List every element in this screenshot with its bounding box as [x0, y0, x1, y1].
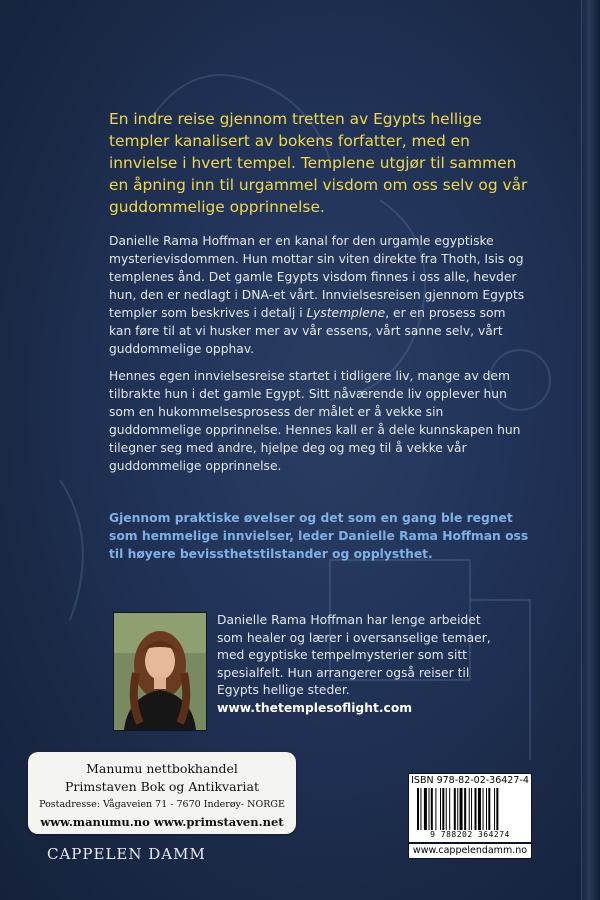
- author-bio: [217, 612, 497, 717]
- publisher-logo: CAPPELEN DAMM: [47, 845, 206, 863]
- sticker-store-name: Manumu nettbokhandel: [86, 761, 238, 776]
- sticker-subtitle: Primstaven Bok og Antikvariat: [64, 779, 259, 794]
- bookstore-sticker: [28, 752, 296, 834]
- author-photo: [113, 612, 207, 731]
- sticker-address: Postadresse: Vågaveien 71 - 7670 Inderøy- NORGE: [39, 799, 285, 810]
- description-paragraph-1-text: Danielle Rama Hoffman er en kanal for den urgamle egyptiske mysterievisdommen. Hun mottar sin viten direkte fra Thoth, Isis og templenes ånd. Det gamle Egypts visdom finnes i oss alle, hevder hun, den er nedlagt i DNA-et vårt. Innvielsesreisen gjennom Egypts templer som beskrives i detalj i: [109, 234, 525, 320]
- back-cover-blurb: En indre reise gjennom tretten av Egypts hellige templer kanalisert av bokens forfatter, med en innvielse i hvert tempel. Templene utgjør til sammen en åpning inn til urgammel visdom om oss selv og vår guddommelige opprinnelse.: [109, 110, 528, 216]
- author-bio-text: Danielle Rama Hoffman har lenge arbeidet som healer og lærer i oversanselige temaer, med egyptiske tempelmysterier som sitt spesialfelt. Hun arrangerer også reiser til Egypts hellige steder.: [217, 613, 491, 697]
- barcode-number: 9 788202 364274: [430, 830, 510, 839]
- description-paragraph-1: [109, 232, 529, 358]
- sticker-websites: www.manumu.no www.primstaven.net: [40, 815, 284, 829]
- description-paragraph-2: Hennes egen innvielsesreise startet i tidligere liv, mange av dem tilbrakte hun i det gamle Egypt. Sitt nåværende liv opplever hun som en hukommelsesprosess der målet er å vekke sin guddommelige opprinnelse. Hennes kall er å dele kunnskapen hun tilegner seg med andre, hjelpe deg og meg til å vekke vår guddommelige opprinnelse.: [109, 369, 521, 473]
- publisher-website: www.cappelendamm.no: [408, 843, 532, 859]
- description-paragraph-1-end: , er en prosess som kan føre til at vi husker mer av vår essens, vårt sanne selv, vårt guddommelige opphav.: [109, 306, 506, 356]
- isbn-barcode-box: [408, 773, 532, 843]
- highlight-paragraph: Gjennom praktiske øvelser og det som en gang ble regnet som hemmelige innvielser, leder Danielle Rama Hoffman oss til høyere bevissthetstilstander og opplysthet.: [109, 511, 529, 561]
- author-website-link[interactable]: www.thetemplesoflight.com: [217, 700, 413, 715]
- spine-edge: [581, 0, 600, 900]
- isbn-label: ISBN 978-82-02-36427-4: [411, 775, 529, 786]
- barcode-icon: [417, 788, 523, 830]
- author-portrait-icon: [114, 613, 206, 730]
- book-title-italic: Lystemplene: [306, 306, 386, 320]
